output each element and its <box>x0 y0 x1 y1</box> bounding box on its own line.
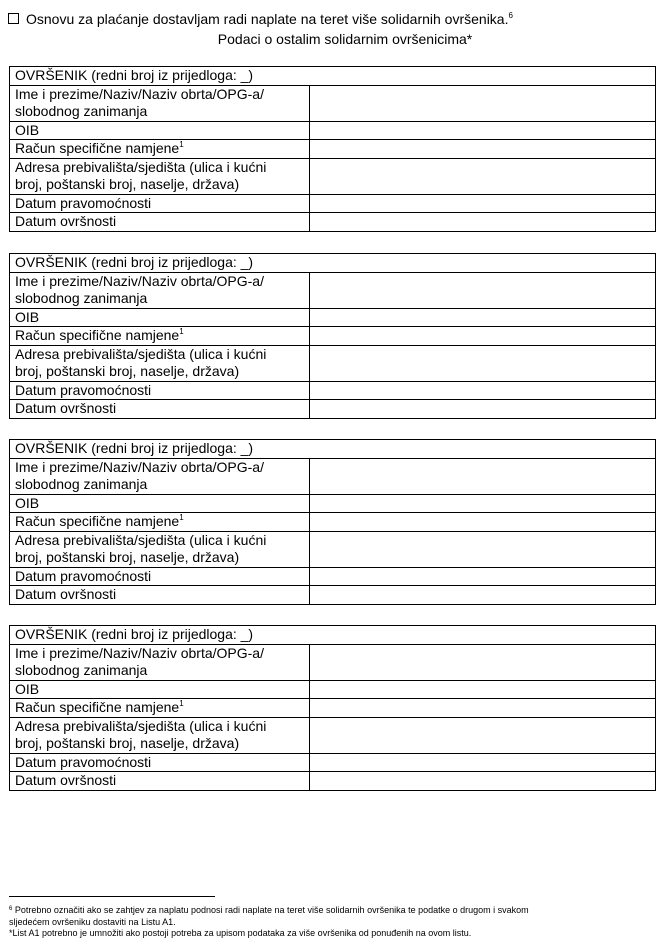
address-label <box>10 158 310 194</box>
account-label-text: Račun specifične namjene <box>15 699 180 715</box>
oib-row <box>10 494 656 513</box>
oib-field[interactable] <box>310 121 656 140</box>
finality-date-label: Datum pravomoćnosti <box>10 194 310 213</box>
address-field[interactable] <box>310 531 656 567</box>
account-label-text: Račun specifične namjene <box>15 140 180 156</box>
name-label-line1: Ime i prezime/Naziv/Naziv obrta/OPG-a/ <box>15 272 264 289</box>
debtor-title-row <box>10 67 656 86</box>
address-row <box>10 717 656 753</box>
debtor-table <box>9 66 656 232</box>
account-row <box>10 699 656 718</box>
name-field[interactable] <box>310 458 656 494</box>
enforceability-date-field[interactable] <box>310 772 656 791</box>
footnote-ref-1: 1 <box>179 140 184 149</box>
debtor-table <box>9 439 656 605</box>
debtor-table <box>9 253 656 419</box>
oib-field[interactable] <box>310 308 656 327</box>
account-field[interactable] <box>310 140 656 159</box>
account-row <box>10 513 656 532</box>
finality-date-row <box>10 567 656 586</box>
name-label <box>10 458 310 494</box>
address-label-line1: Adresa prebivališta/sjedišta (ulica i kućni <box>15 158 267 175</box>
debtor-title: OVRŠENIK (redni broj iz prijedloga: _) <box>10 440 656 459</box>
name-field[interactable] <box>310 272 656 308</box>
debtor-table <box>9 625 656 791</box>
footnote-ref-1: 1 <box>179 513 184 522</box>
oib-row <box>10 121 656 140</box>
address-label-line1: Adresa prebivališta/sjedišta (ulica i kućni <box>15 717 267 734</box>
finality-date-label: Datum pravomoćnosti <box>10 567 310 586</box>
address-label-line1: Adresa prebivališta/sjedišta (ulica i kućni <box>15 345 267 362</box>
address-label <box>10 345 310 381</box>
finality-date-label: Datum pravomoćnosti <box>10 381 310 400</box>
multiple-debtors-text: Osnovu za plaćanje dostavljam radi naplate na teret više solidarnih ovršenika. <box>26 11 509 27</box>
enforceability-date-field[interactable] <box>310 400 656 419</box>
name-label-line1: Ime i prezime/Naziv/Naziv obrta/OPG-a/ <box>15 644 264 661</box>
name-label <box>10 644 310 680</box>
oib-field[interactable] <box>310 680 656 699</box>
name-label <box>10 272 310 308</box>
address-label-line2: broj, poštanski broj, naselje, država) <box>15 735 240 751</box>
enforceability-date-row <box>10 772 656 791</box>
enforceability-date-field[interactable] <box>310 213 656 232</box>
finality-date-row <box>10 381 656 400</box>
name-row <box>10 272 656 308</box>
footnote-star: *List A1 potrebno je umnožiti ako postoji potreba za upisom podataka za više ovršenika od ponuđenih na ovom listu. <box>9 928 472 938</box>
footnote-ref-6: 6 <box>508 11 513 20</box>
oib-row <box>10 680 656 699</box>
address-label-line2: broj, poštanski broj, naselje, država) <box>15 176 240 192</box>
account-row <box>10 327 656 346</box>
name-row <box>10 85 656 121</box>
address-label-line2: broj, poštanski broj, naselje, država) <box>15 363 240 379</box>
footnotes <box>9 905 660 940</box>
finality-date-field[interactable] <box>310 381 656 400</box>
name-field[interactable] <box>310 644 656 680</box>
debtor-title: OVRŠENIK (redni broj iz prijedloga: _) <box>10 67 656 86</box>
address-label <box>10 717 310 753</box>
debtor-title-row <box>10 440 656 459</box>
footnote-separator <box>9 896 215 897</box>
debtor-title: OVRŠENIK (redni broj iz prijedloga: _) <box>10 254 656 273</box>
footnote-6-line1: Potrebno označiti ako se zahtjev za naplatu podnosi radi naplate na teret više solidarnih ovršenika te podatke o drugom i svakom <box>12 905 529 915</box>
finality-date-field[interactable] <box>310 753 656 772</box>
finality-date-field[interactable] <box>310 567 656 586</box>
account-row <box>10 140 656 159</box>
account-label-text: Račun specifične namjene <box>15 327 180 343</box>
finality-date-row <box>10 753 656 772</box>
footnote-6-ref: 6 <box>9 906 13 912</box>
debtor-title: OVRŠENIK (redni broj iz prijedloga: _) <box>10 626 656 645</box>
name-label-line2: slobodnog zanimanja <box>15 476 148 492</box>
address-field[interactable] <box>310 158 656 194</box>
footnote-ref-1: 1 <box>179 327 184 336</box>
oib-label: OIB <box>10 680 310 699</box>
name-label-line2: slobodnog zanimanja <box>15 290 148 306</box>
account-field[interactable] <box>310 327 656 346</box>
multiple-debtors-checkbox[interactable] <box>8 13 19 24</box>
oib-row <box>10 308 656 327</box>
finality-date-label: Datum pravomoćnosti <box>10 753 310 772</box>
enforceability-date-row <box>10 213 656 232</box>
address-field[interactable] <box>310 345 656 381</box>
address-label-line2: broj, poštanski broj, naselje, država) <box>15 549 240 565</box>
debtor-title-row <box>10 254 656 273</box>
enforceability-date-row <box>10 400 656 419</box>
footnote-6-continued: sljedećem ovršeniku dostaviti na Listu A1. <box>9 916 176 927</box>
account-field[interactable] <box>310 513 656 532</box>
section-subtitle: Podaci o ostalim solidarnim ovršenicima* <box>217 31 473 47</box>
name-label-line1: Ime i prezime/Naziv/Naziv obrta/OPG-a/ <box>15 458 264 475</box>
address-row <box>10 531 656 567</box>
enforceability-date-label: Datum ovršnosti <box>10 400 310 419</box>
account-field[interactable] <box>310 699 656 718</box>
enforceability-date-field[interactable] <box>310 586 656 605</box>
address-row <box>10 345 656 381</box>
footnote-6 <box>9 905 660 917</box>
name-label-line2: slobodnog zanimanja <box>15 662 148 678</box>
address-label <box>10 531 310 567</box>
address-field[interactable] <box>310 717 656 753</box>
finality-date-field[interactable] <box>310 194 656 213</box>
name-field[interactable] <box>310 85 656 121</box>
account-label <box>10 513 310 532</box>
enforceability-date-row <box>10 586 656 605</box>
debtor-title-row <box>10 626 656 645</box>
name-row <box>10 644 656 680</box>
enforceability-date-label: Datum ovršnosti <box>10 772 310 791</box>
account-label <box>10 140 310 159</box>
name-label <box>10 85 310 121</box>
oib-field[interactable] <box>310 494 656 513</box>
account-label-text: Račun specifične namjene <box>15 513 180 529</box>
footnote-ref-1: 1 <box>179 699 184 708</box>
finality-date-row <box>10 194 656 213</box>
enforceability-date-label: Datum ovršnosti <box>10 213 310 232</box>
oib-label: OIB <box>10 121 310 140</box>
address-label-line1: Adresa prebivališta/sjedišta (ulica i kućni <box>15 531 267 548</box>
oib-label: OIB <box>10 494 310 513</box>
multiple-debtors-option <box>8 11 513 27</box>
address-row <box>10 158 656 194</box>
name-label-line2: slobodnog zanimanja <box>15 103 148 119</box>
name-row <box>10 458 656 494</box>
enforceability-date-label: Datum ovršnosti <box>10 586 310 605</box>
oib-label: OIB <box>10 308 310 327</box>
account-label <box>10 327 310 346</box>
name-label-line1: Ime i prezime/Naziv/Naziv obrta/OPG-a/ <box>15 85 264 102</box>
account-label <box>10 699 310 718</box>
